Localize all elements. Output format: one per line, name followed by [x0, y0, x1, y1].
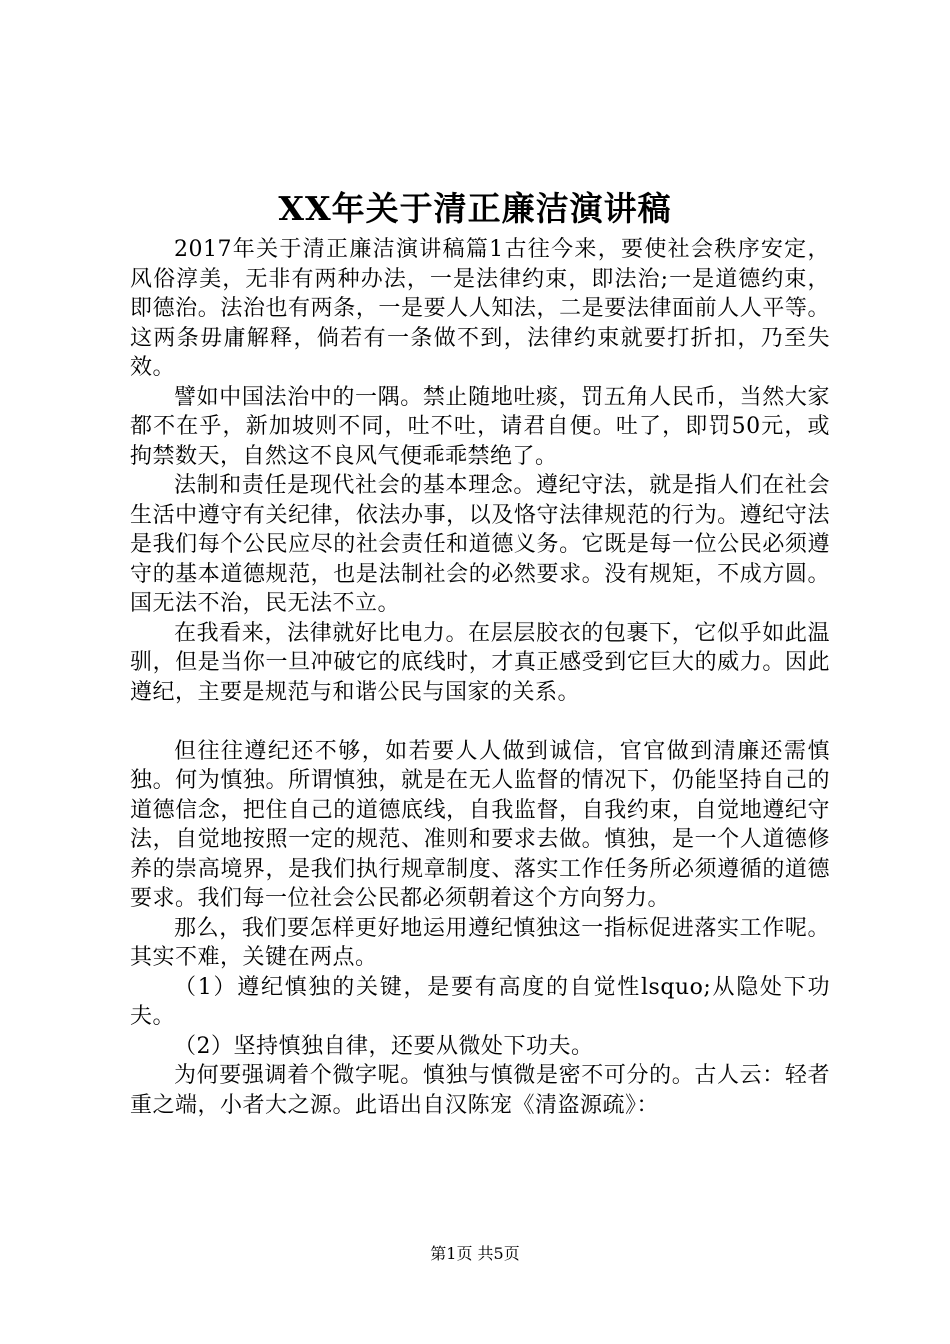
page-footer: 第1页 共5页	[430, 1244, 520, 1263]
paragraph: 2017年关于清正廉洁演讲稿篇1古往今来，要使社会秩序安定，风俗淳美，无非有两种办法，一是法律约束，即法治;一是道德约束，即德治。法治也有两条，一是要人人知法，二是要法律面前人人平等。这两条毋庸解释，倘若有一条做不到，法律约束就要打折扣，乃至失效。	[130, 237, 830, 380]
paragraph: 在我看来，法律就好比电力。在层层胶衣的包裹下，它似乎如此温驯，但是当你一旦冲破它的底线时，才真正感受到它巨大的威力。因此遵纪，主要是规范与和谐公民与国家的关系。	[130, 620, 830, 705]
document-title: XX年关于清正廉洁演讲稿	[278, 189, 672, 228]
paragraph: 那么，我们要怎样更好地运用遵纪慎独这一指标促进落实工作呢。其实不难，关键在两点。	[130, 915, 830, 970]
paragraph: 但往往遵纪还不够，如若要人人做到诚信，官官做到清廉还需慎独。何为慎独。所谓慎独，就是在无人监督的情况下，仍能坚持自己的道德信念，把住自己的道德底线，自我监督，自我约束，自觉地遵纪守法，自觉地按照一定的规范、准则和要求去做。慎独，是一个人道德修养的崇高境界，是我们执行规章制度、落实工作任务所必须遵循的道德要求。我们每一位社会公民都必须朝着这个方向努力。	[130, 738, 830, 911]
paragraph: 法制和责任是现代社会的基本理念。遵纪守法，就是指人们在社会生活中遵守有关纪律，依法办事，以及恪守法律规范的行为。遵纪守法是我们每个公民应尽的社会责任和道德义务。它既是每一位公民必须遵守的基本道德规范，也是法制社会的必然要求。没有规矩，不成方圆。国无法不治，民无法不立。	[130, 473, 830, 616]
document-body	[130, 235, 830, 1120]
paragraph: （1）遵纪慎独的关键，是要有高度的自觉性lsquo;从隐处下功夫。	[130, 974, 830, 1029]
paragraph: （2）坚持慎独自律，还要从微处下功夫。	[174, 1033, 594, 1059]
paragraph: 为何要强调着个微字呢。慎独与慎微是密不可分的。古人云：轻者重之端，小者大之源。此语出自汉陈宠《清盗源疏》：	[130, 1063, 830, 1118]
paragraph: 譬如中国法治中的一隅。禁止随地吐痰，罚五角人民币，当然大家都不在乎，新加坡则不同，吐不吐，请君自便。吐了，即罚50元，或拘禁数天，自然这不良风气便乖乖禁绝了。	[130, 384, 830, 469]
